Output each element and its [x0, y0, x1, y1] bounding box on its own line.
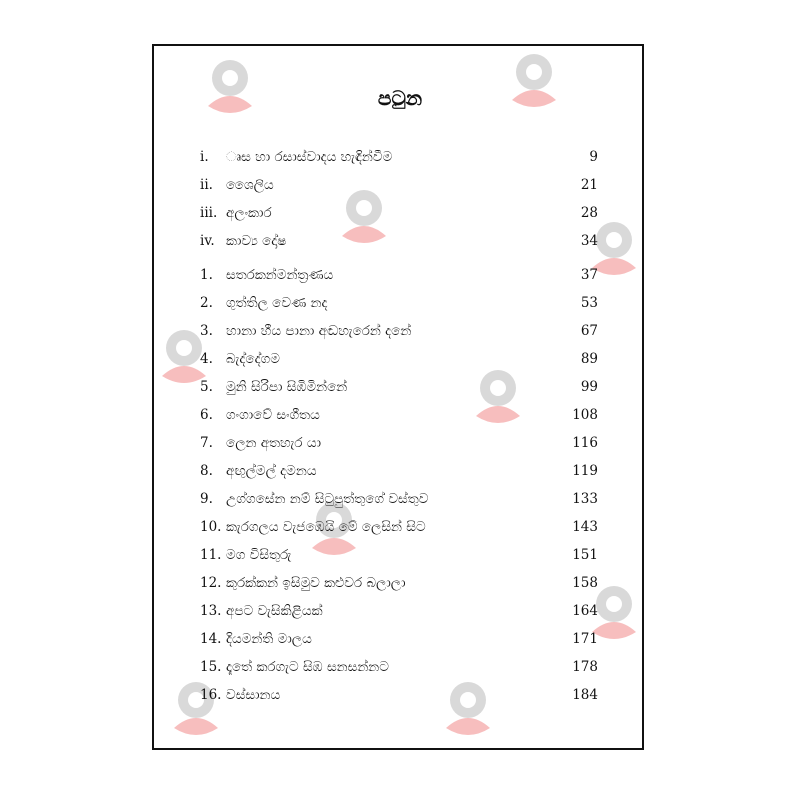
- toc-entry: [200, 291, 598, 315]
- toc-entry-number: iii.: [200, 205, 218, 221]
- toc-entry-number: 4.: [200, 351, 213, 367]
- toc-entry: [200, 459, 598, 483]
- toc-entry: [200, 543, 598, 567]
- toc-entry-title: අලංකාර: [226, 205, 272, 221]
- toc-entry: [200, 375, 598, 399]
- toc-entry-title: අඟුල්මල් දමනය: [226, 463, 317, 479]
- toc-entry-number: 14.: [200, 631, 222, 647]
- toc-entry-number: 11.: [200, 547, 222, 563]
- toc-entry: [200, 145, 598, 169]
- toc-entry-number: 16.: [200, 687, 222, 703]
- toc-entry-page: 108: [572, 407, 598, 423]
- toc-entry-number: 9.: [200, 491, 213, 507]
- toc-entry-page: 184: [572, 687, 598, 703]
- toc-entry-number: iv.: [200, 233, 215, 249]
- toc-entry-page: 9: [589, 149, 598, 165]
- toc-entry-title: අපට වැසිකිළියක්: [226, 603, 323, 619]
- toc-entry-page: 178: [572, 659, 598, 675]
- toc-entry-title: බැද්දේගම: [226, 351, 280, 367]
- toc-entry-page: 53: [580, 295, 598, 311]
- toc-entry-page: 158: [572, 575, 598, 591]
- toc-entry-number: 5.: [200, 379, 213, 395]
- toc-entry-title: මුනි සිරිපා සිඹිමින්නේ: [226, 379, 348, 395]
- toc-entry: [200, 173, 598, 197]
- toc-entry-title: කුරක්කන් ඉසිමුව කළුවර බලාලා: [226, 575, 406, 591]
- toc-entry-page: 34: [580, 233, 598, 249]
- toc-entry: [200, 599, 598, 623]
- toc-entry-page: 28: [580, 205, 598, 221]
- toc-entry-page: 116: [572, 435, 598, 451]
- toc-entry-title: ගංගාවේ සංගීතය: [226, 407, 320, 423]
- toc-entry-number: 6.: [200, 407, 213, 423]
- toc-entry-title: දෑතේ කරගැට සිඹ සනසන්නට: [226, 659, 389, 675]
- toc-entry-title: මග විසිතුරු: [226, 547, 292, 563]
- toc-entry-title: ලෙන අතහැර යා: [226, 435, 322, 451]
- toc-entry: [200, 683, 598, 707]
- toc-entry-page: 37: [580, 267, 598, 283]
- toc-entry-page: 143: [572, 519, 598, 535]
- toc-entry-number: 7.: [200, 435, 213, 451]
- toc-entry-title: ශෛලිය: [226, 177, 274, 193]
- toc-entry-page: 21: [580, 177, 598, 193]
- toc-entry: [200, 347, 598, 371]
- page-title: පටුන: [377, 86, 423, 110]
- toc-entry: [200, 627, 598, 651]
- toc-entry: [200, 403, 598, 427]
- toc-entry: [200, 571, 598, 595]
- toc-entry-number: 12.: [200, 575, 222, 591]
- toc-entry: [200, 487, 598, 511]
- toc-entry-number: i.: [200, 149, 209, 165]
- toc-entry: [200, 319, 598, 343]
- toc-entry-number: 15.: [200, 659, 222, 675]
- toc-entry-page: 164: [572, 603, 598, 619]
- toc-entry-page: 151: [572, 547, 598, 563]
- toc-entry-number: 10.: [200, 519, 222, 535]
- toc-entry: [200, 201, 598, 225]
- toc-entry-number: 2.: [200, 295, 213, 311]
- toc-entry-page: 119: [572, 463, 598, 479]
- toc-entry: [200, 515, 598, 539]
- toc-entry-title: ෘස හා රසාස්වාදය හැඳින්වීම: [226, 149, 393, 165]
- toc-entry-page: 99: [580, 379, 598, 395]
- toc-entry-number: ii.: [200, 177, 213, 193]
- toc-entry: [200, 229, 598, 253]
- toc-entry-page: 171: [572, 631, 598, 647]
- toc-entry-title: කැරගලය වැජඹෙයි මේ ලෙසින් සිට: [226, 519, 426, 535]
- toc-entry-title: ගුත්තිල වෙණ නද: [226, 295, 328, 311]
- toc-entry-number: 3.: [200, 323, 213, 339]
- toc-entry-number: 1.: [200, 267, 213, 283]
- toc-entry: [200, 431, 598, 455]
- toc-entry-page: 133: [572, 491, 598, 507]
- toc-entry-page: 67: [580, 323, 598, 339]
- toc-entry-number: 8.: [200, 463, 213, 479]
- toc-entry: [200, 263, 598, 287]
- toc-entry-title: කාව්‍ය දෝෂ: [226, 233, 287, 249]
- toc-entry-title: උග්ගසේන නම් සිටුපුත්තුගේ වස්තුව: [226, 491, 429, 507]
- toc-entry-title: හානා හීය පානා අඬහැරෙන් දනේ: [226, 323, 412, 339]
- toc-entry-title: දියමන්ති මාලය: [226, 631, 312, 647]
- toc-entry-page: 89: [580, 351, 598, 367]
- toc-entry-title: සතරකන්මන්ත්‍රණය: [226, 267, 334, 283]
- toc-entry-title: වස්සානය: [226, 687, 281, 703]
- toc-entry-number: 13.: [200, 603, 222, 619]
- toc-entry: [200, 655, 598, 679]
